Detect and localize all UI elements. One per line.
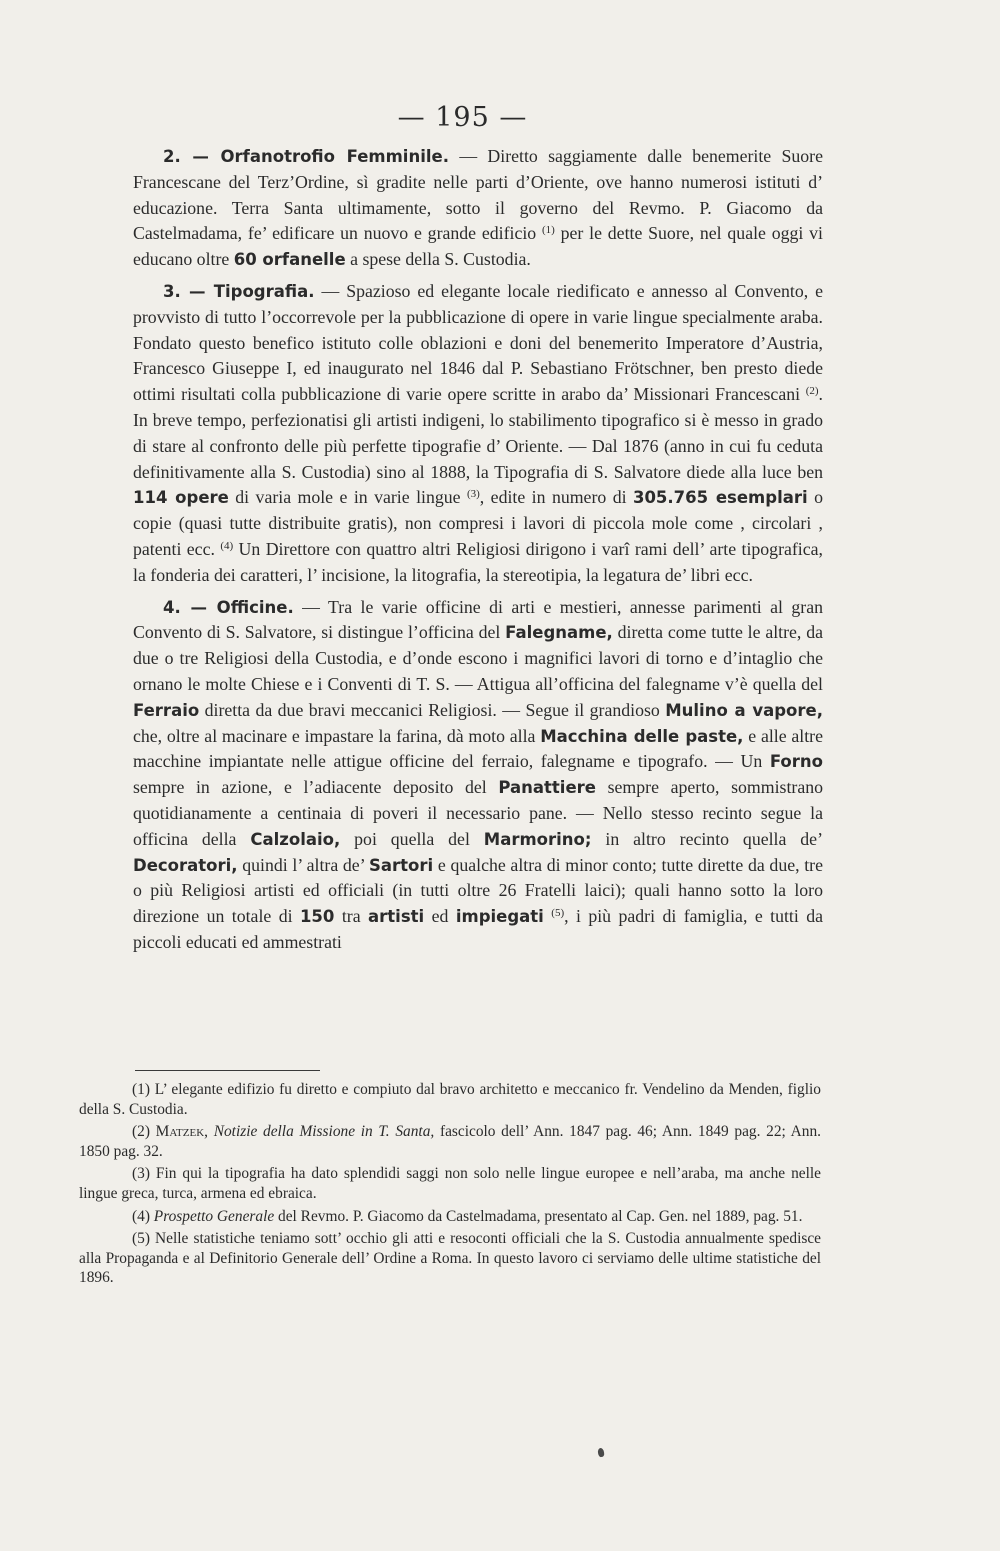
footnote-ref-4: (4) bbox=[220, 539, 234, 552]
section-heading: 4. — Officine. bbox=[163, 597, 294, 617]
section-tipografia bbox=[133, 279, 823, 589]
bold-term: 60 orfanelle bbox=[233, 250, 346, 270]
text-run: , edite in numero di bbox=[479, 487, 633, 508]
text-run: — Tra le varie officine di arti e mestieri, annesse parimenti al gran Convento di S. Salvatore, si distingue l’officina del bbox=[133, 596, 823, 643]
footnote-divider bbox=[135, 1070, 320, 1071]
footnotes bbox=[79, 1080, 821, 1291]
footnote-1: (1) L’ elegante edifizio fu diretto e compiuto dal bravo architetto e meccanico fr. Vendelino da Menden, figlio della S. Custodia. bbox=[79, 1081, 821, 1118]
text-run: Un Direttore con quattro altri Religiosi dirigono i varî rami dell’ arte tipografica, la fonderia dei caratteri, l’ incisione, la litografia, la stereotipia, la legatura de’ libri ecc. bbox=[133, 538, 823, 585]
text-run: . In breve tempo, perfezionatisi gli artisti indigeni, lo stabilimento tipografico si è messo in grado di stare al confronto delle più perfette tipografie d’ Oriente. — Dal 1876 (anno in cui fu ceduta definitivamente alla S. Custodia) sino al 1888, la Tipografia di S. Salvatore diede alla luce ben bbox=[133, 384, 823, 482]
bold-term: artisti bbox=[368, 907, 425, 927]
section-orfanotrofio bbox=[133, 144, 823, 273]
bold-term: Mulino a vapore, bbox=[665, 700, 823, 720]
footnote-title: Prospetto Generale bbox=[153, 1207, 275, 1225]
bold-term: Ferraio bbox=[133, 700, 200, 720]
section-heading: 3. — Tipografia. bbox=[163, 281, 315, 301]
section-heading: 2. — Orfanotrofio Femminile. bbox=[163, 147, 449, 166]
text-run: — Spazioso ed elegante locale riedificato e annesso al Convento, e provvisto di tutto l’occorrevole per la pubblicazione di opere in varie lingue specialmente araba. Fondato questo benefico istituto colle oblazioni e doni del benemerito Imperatore d’Austria, Francesco Giuseppe I, ed inaugurato nel 1846 dal P. Sebastiano Frötschner, ben presto diede ottimi risultati colla pubblicazione di varie opere scritte in arabo da’ Missionari Francescani bbox=[133, 280, 823, 405]
text-run: sempre in azione, e l’adiacente deposito del bbox=[133, 777, 499, 798]
text-run: di varia mole e in varie lingue bbox=[228, 487, 461, 508]
text-run: quindi l’ altra de’ bbox=[237, 854, 369, 875]
text-run: e alle altre macchine impiantate nelle attigue officine del ferraio, falegname e tipografo. — Un bbox=[133, 725, 823, 772]
text-run: a spese della S. Custodia. bbox=[345, 249, 531, 270]
bold-term: Marmorino; bbox=[483, 829, 592, 849]
text-run: in altro recinto quella de’ bbox=[591, 828, 823, 849]
footnote-text: del Revmo. P. Giacomo da Castelmadama, presentato al Cap. Gen. nel 1889, pag. 51. bbox=[274, 1207, 803, 1225]
bold-term: 114 opere bbox=[133, 488, 229, 508]
footnote-ref-1: (1) bbox=[542, 224, 555, 237]
text-run: sempre aperto, sommistrano quotidianamente a centinaia di poveri il necessario pane. — Nello stesso recinto segue la officina della bbox=[133, 777, 823, 849]
text-run: , i più padri di famiglia, e tutti da piccoli educati ed ammestrati bbox=[133, 906, 823, 952]
footnote-title: Notizie della Missione in T. Santa, bbox=[213, 1123, 435, 1141]
bold-term: 150 bbox=[299, 907, 335, 927]
footnote-ref-2: (2) bbox=[805, 385, 819, 398]
text-run: poi quella del bbox=[340, 828, 484, 849]
bold-term: 305.765 esemplari bbox=[632, 488, 808, 508]
footnote-ref-3: (3) bbox=[466, 488, 480, 501]
footnote-separator: , bbox=[204, 1123, 214, 1141]
main-text bbox=[133, 144, 823, 962]
bold-term: Macchina delle paste, bbox=[540, 726, 744, 746]
footnote-4 bbox=[79, 1207, 821, 1227]
bold-term: Forno bbox=[769, 752, 823, 772]
text-run: — Diretto saggiamente dalle benemerite Suore Francescane del Terz’Ordine, sì gradite nelle parti d’Oriente, ove hanno numerosi istituti d’ educazione. Terra Santa ultimamente, sotto il governo del Revmo. P. Giacomo da Castelmadama, fe’ edificare un nuovo e grande edificio bbox=[133, 146, 823, 244]
footnote-text: fascicolo dell’ Ann. 1847 pag. 46; Ann. 1849 pag. 22; Ann. 1850 pag. 32. bbox=[79, 1123, 821, 1160]
text-run: o copie (quasi tutte distribuite gratis), non compresi i lavori di piccola mole come , circolari , patenti ecc. bbox=[133, 487, 823, 559]
footnote-number: (4) bbox=[132, 1207, 154, 1225]
bold-term: Decoratori, bbox=[133, 855, 238, 875]
bold-term: impiegati bbox=[455, 907, 544, 927]
bold-term: Calzolaio, bbox=[250, 829, 341, 849]
text-run: che, oltre al macinare e impastare la farina, dà moto alla bbox=[133, 725, 541, 746]
footnote-5: (5) Nelle statistiche teniamo sott’ occhio gli atti e resoconti officiali che la S. Custodia annualmente spedisce alla Propaganda e al Definitorio Generale dell’ Ordine a Roma. In questo lavoro ci serviamo delle ultime statistiche del 1896. bbox=[79, 1230, 821, 1287]
footnote-author: Matzek bbox=[155, 1123, 205, 1141]
bold-term: Sartori bbox=[369, 855, 434, 875]
bold-term: Panattiere bbox=[498, 778, 596, 798]
text-run: diretta da due bravi meccanici Religiosi. — Segue il grandioso bbox=[199, 699, 666, 720]
footnote-3: (3) Fin qui la tipografia ha dato splendidi saggi non solo nelle lingue europee e nell’araba, ma anche nelle lingue greca, turca, armena ed ebraica. bbox=[79, 1165, 821, 1202]
footnote-ref-5: (5) bbox=[551, 907, 565, 920]
footnote-number: (2) bbox=[132, 1123, 156, 1141]
page-number: — 195 — bbox=[397, 102, 528, 133]
text-run: per le dette Suore, nel quale oggi vi educano oltre bbox=[133, 223, 823, 270]
section-officine bbox=[133, 595, 823, 956]
text-run: tra bbox=[334, 906, 369, 927]
bold-term: Falegname, bbox=[505, 623, 613, 643]
ink-mark bbox=[597, 1448, 604, 1458]
footnote-2 bbox=[79, 1122, 821, 1161]
text-run: diretta come tutte le altre, da due o tre Religiosi della Custodia, e d’onde escono i magnifici lavori di torno e d’intaglio che ornano le molte Chiese e i Conventi di T. S. — Attigua all’officina del falegname v’è quella del bbox=[133, 622, 823, 694]
text-run: ed bbox=[424, 906, 456, 927]
text-run: e qualche altra di minor conto; tutte dirette da due, tre o più Religiosi artisti ed officiali (in tutti oltre 26 Fratelli laici); quali hanno sotto la loro direzione un totale di bbox=[133, 854, 824, 927]
